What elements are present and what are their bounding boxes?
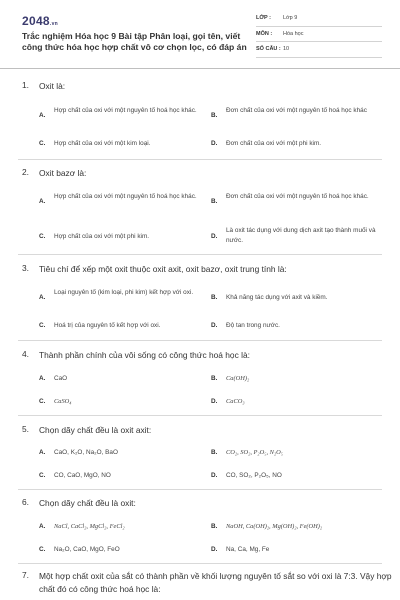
quiz-meta [256,11,382,58]
question-3: 3. Tiêu chí để xếp một oxit thuộc oxit axit, oxit bazơ, oxit trung tính là: [22,263,287,274]
page-header [0,0,400,69]
divider [18,340,382,341]
divider [18,563,382,564]
question-7: 7. Một hợp chất oxit của sắt có thành phần về khối lượng nguyên tố sắt so với oxi là 7:3. Vậy hợp chất đó có công thức hoá học là: [22,570,392,594]
meta-question-count: SỐ CÂU : 10 [256,42,382,58]
site-logo[interactable]: 2048.vn [22,14,59,28]
quiz-page: 2048.vn Trắc nghiệm Hóa học 9 Bài tập Phân loại, gọi tên, viết công thức hóa học hợp chất vô cơ chọn lọc, có đáp án LỚP : Lớp 9 MÔN : Hóa học SỐ CÂU : 10 1. Oxit là: A. Hợp chất của oxi với một nguyên tố hoá học khác. B. Đơn chất của oxi với một nguyên tố hoá học khác C. Hợp chất của oxi với một kim loại. D. Đơn chất của oxi với một phi kim. 2. Oxit bazơ là: A. Hợp chất của oxi với một nguyên tố hoá học khác. B. Đơn chất của oxi với một nguyên tố hoá học khác. C. Hợp chất của oxi với một phi kim. D. Là oxit tác dụng với dung dịch axit tạo thành muối và nước. 3. Tiêu chí để xếp một oxit thuộc oxit axit, oxit bazơ, oxit trung tính là: A. Loại nguyên tố (kim loại, phi kim) kết hợp với oxi. B. Khả năng tác dụng với axit và kiềm. C. Hoá trị của nguyên tố kết hợp với oxi. D. Độ tan trong nước. 4. Thành phần chính của vôi sống có công thức hoá học là: A. CaO B. Ca(OH)₂ C. CaSO₄ D. CaCO₃ 5. Chọn dãy chất đều là oxit axit: A. CaO, K₂O, Na₂O, BaO B. CO₂, SO₂, P₂O₅, N₂O₅ C. CO, CaO, MgO, NO D. CO, SO₂, P₂O₅, NO 6. Chọn dãy chất đều là oxit: A. NaCl, CaCl₂, MgCl₂, FeCl₂ B. NaOH, Ca(OH)₂, Mg(OH)₂, Fe(OH)₂ C. Na₂O, CaO, MgO, FeO D. Na, Ca, Mg, Fe 7. Một hợp chất oxit của sắt có thành phần về khối lượng nguyên tố sắt so với oxi là 7:3. Vậy hợp chất đó có công thức hoá học là: [0,0,400,600]
question-1: 1. Oxit là: [22,80,66,91]
meta-subject: MÔN : Hóa học [256,27,382,43]
question-4: 4. Thành phần chính của vôi sống có công thức hoá học là: [22,349,250,360]
page-title: Trắc nghiệm Hóa học 9 Bài tập Phân loại, gọi tên, viết công thức hóa học hợp chất vô cơ chọn lọc, có đáp án [22,31,247,52]
divider [18,254,382,255]
divider [18,415,382,416]
question-5: 5. Chọn dãy chất đều là oxit axit: [22,424,152,435]
divider [18,159,382,160]
meta-grade: LỚP : Lớp 9 [256,11,382,27]
question-6: 6. Chọn dãy chất đều là oxit: [22,497,136,508]
question-2: 2. Oxit bazơ là: [22,167,87,178]
divider [18,489,382,490]
